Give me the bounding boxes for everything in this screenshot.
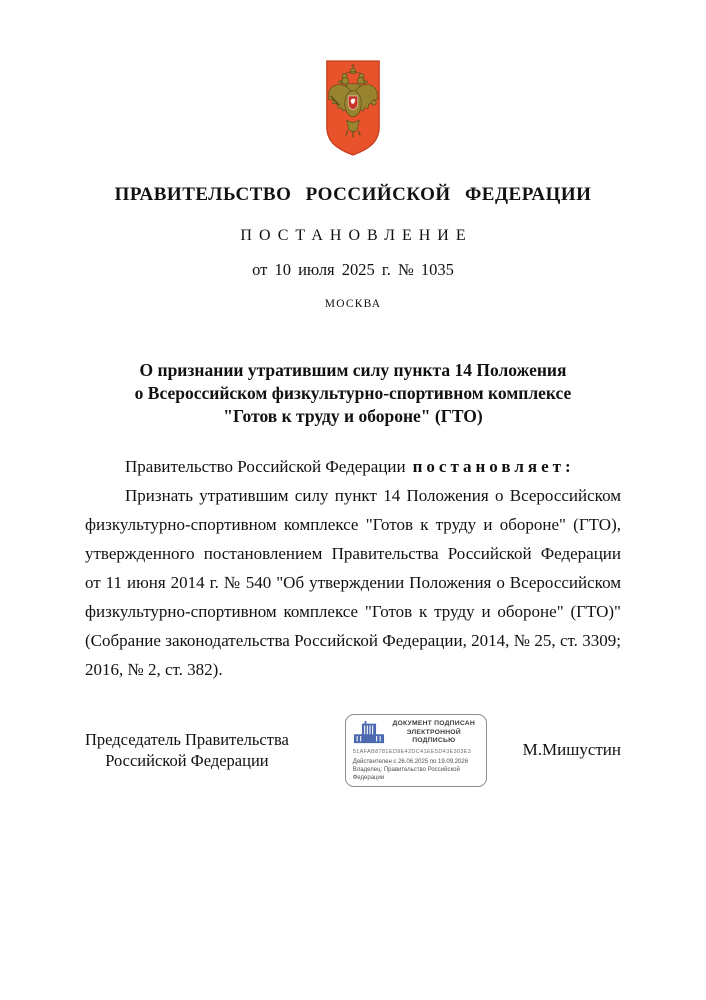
preamble-text: Правительство Российской Федерации — [125, 457, 406, 476]
city-label: МОСКВА — [324, 298, 382, 310]
signature-block — [85, 714, 621, 787]
stamp-title: ДОКУМЕНТ ПОДПИСАН ЭЛЕКТРОННОЙ ПОДПИСЬЮ — [392, 720, 475, 744]
document-type: ПОСТАНОВЛЕНИЕ — [240, 227, 473, 244]
resolve-word: постановляет: — [412, 457, 575, 476]
certificate-serial: 51AFAB8781ED9E42DC41EE5D43E303E3 — [352, 748, 472, 755]
stamp-header — [353, 720, 479, 746]
russia-coat-of-arms-icon — [324, 58, 382, 158]
government-building-icon — [353, 721, 385, 744]
signer-position — [85, 729, 289, 771]
operative-paragraph: Признать утратившим силу пункт 14 Положения о Всероссийском физкультурно-спортивном комплексе "Готов к труду и обороне" (ГТО), утвержденного постановлением Правительства Российской Федерации от 11 июня 2014 г. № 540 "Об утверждении Положения о Всероссийском физкультурно-спортивном комплексе "Готов к труду и обороне" (ГТО)" (Собрание законодательства Российской Федерации, 2014, № 25, ст. 3309; 2016, № 2, ст. 382). — [85, 486, 621, 679]
preamble-paragraph — [85, 452, 621, 481]
signer-name: М.Мишустин — [522, 740, 621, 760]
title-line: о Всероссийском физкультурно-спортивном комплексе — [134, 383, 572, 403]
date-number-line: от 10 июля 2025 г. № 1035 — [252, 260, 454, 279]
document-title — [0, 359, 706, 428]
digital-signature-stamp — [345, 714, 487, 787]
signer-position-line: Российской Федерации — [105, 751, 269, 771]
issuer-name: ПРАВИТЕЛЬСТВО РОССИЙСКОЙ ФЕДЕРАЦИИ — [114, 184, 592, 205]
document-body — [85, 452, 621, 684]
title-line: О признании утратившим силу пункта 14 Положения — [139, 360, 567, 380]
central-rider-shield — [348, 96, 358, 110]
title-line: "Готов к труду и обороне" (ГТО) — [223, 406, 483, 426]
certificate-owner: Владелец: Правительство Российской Федерации — [352, 766, 460, 781]
signer-position-line: Председатель Правительства — [85, 730, 289, 750]
certificate-validity: Действителен с 26.06.2025 по 19.09.2026 — [352, 758, 469, 765]
